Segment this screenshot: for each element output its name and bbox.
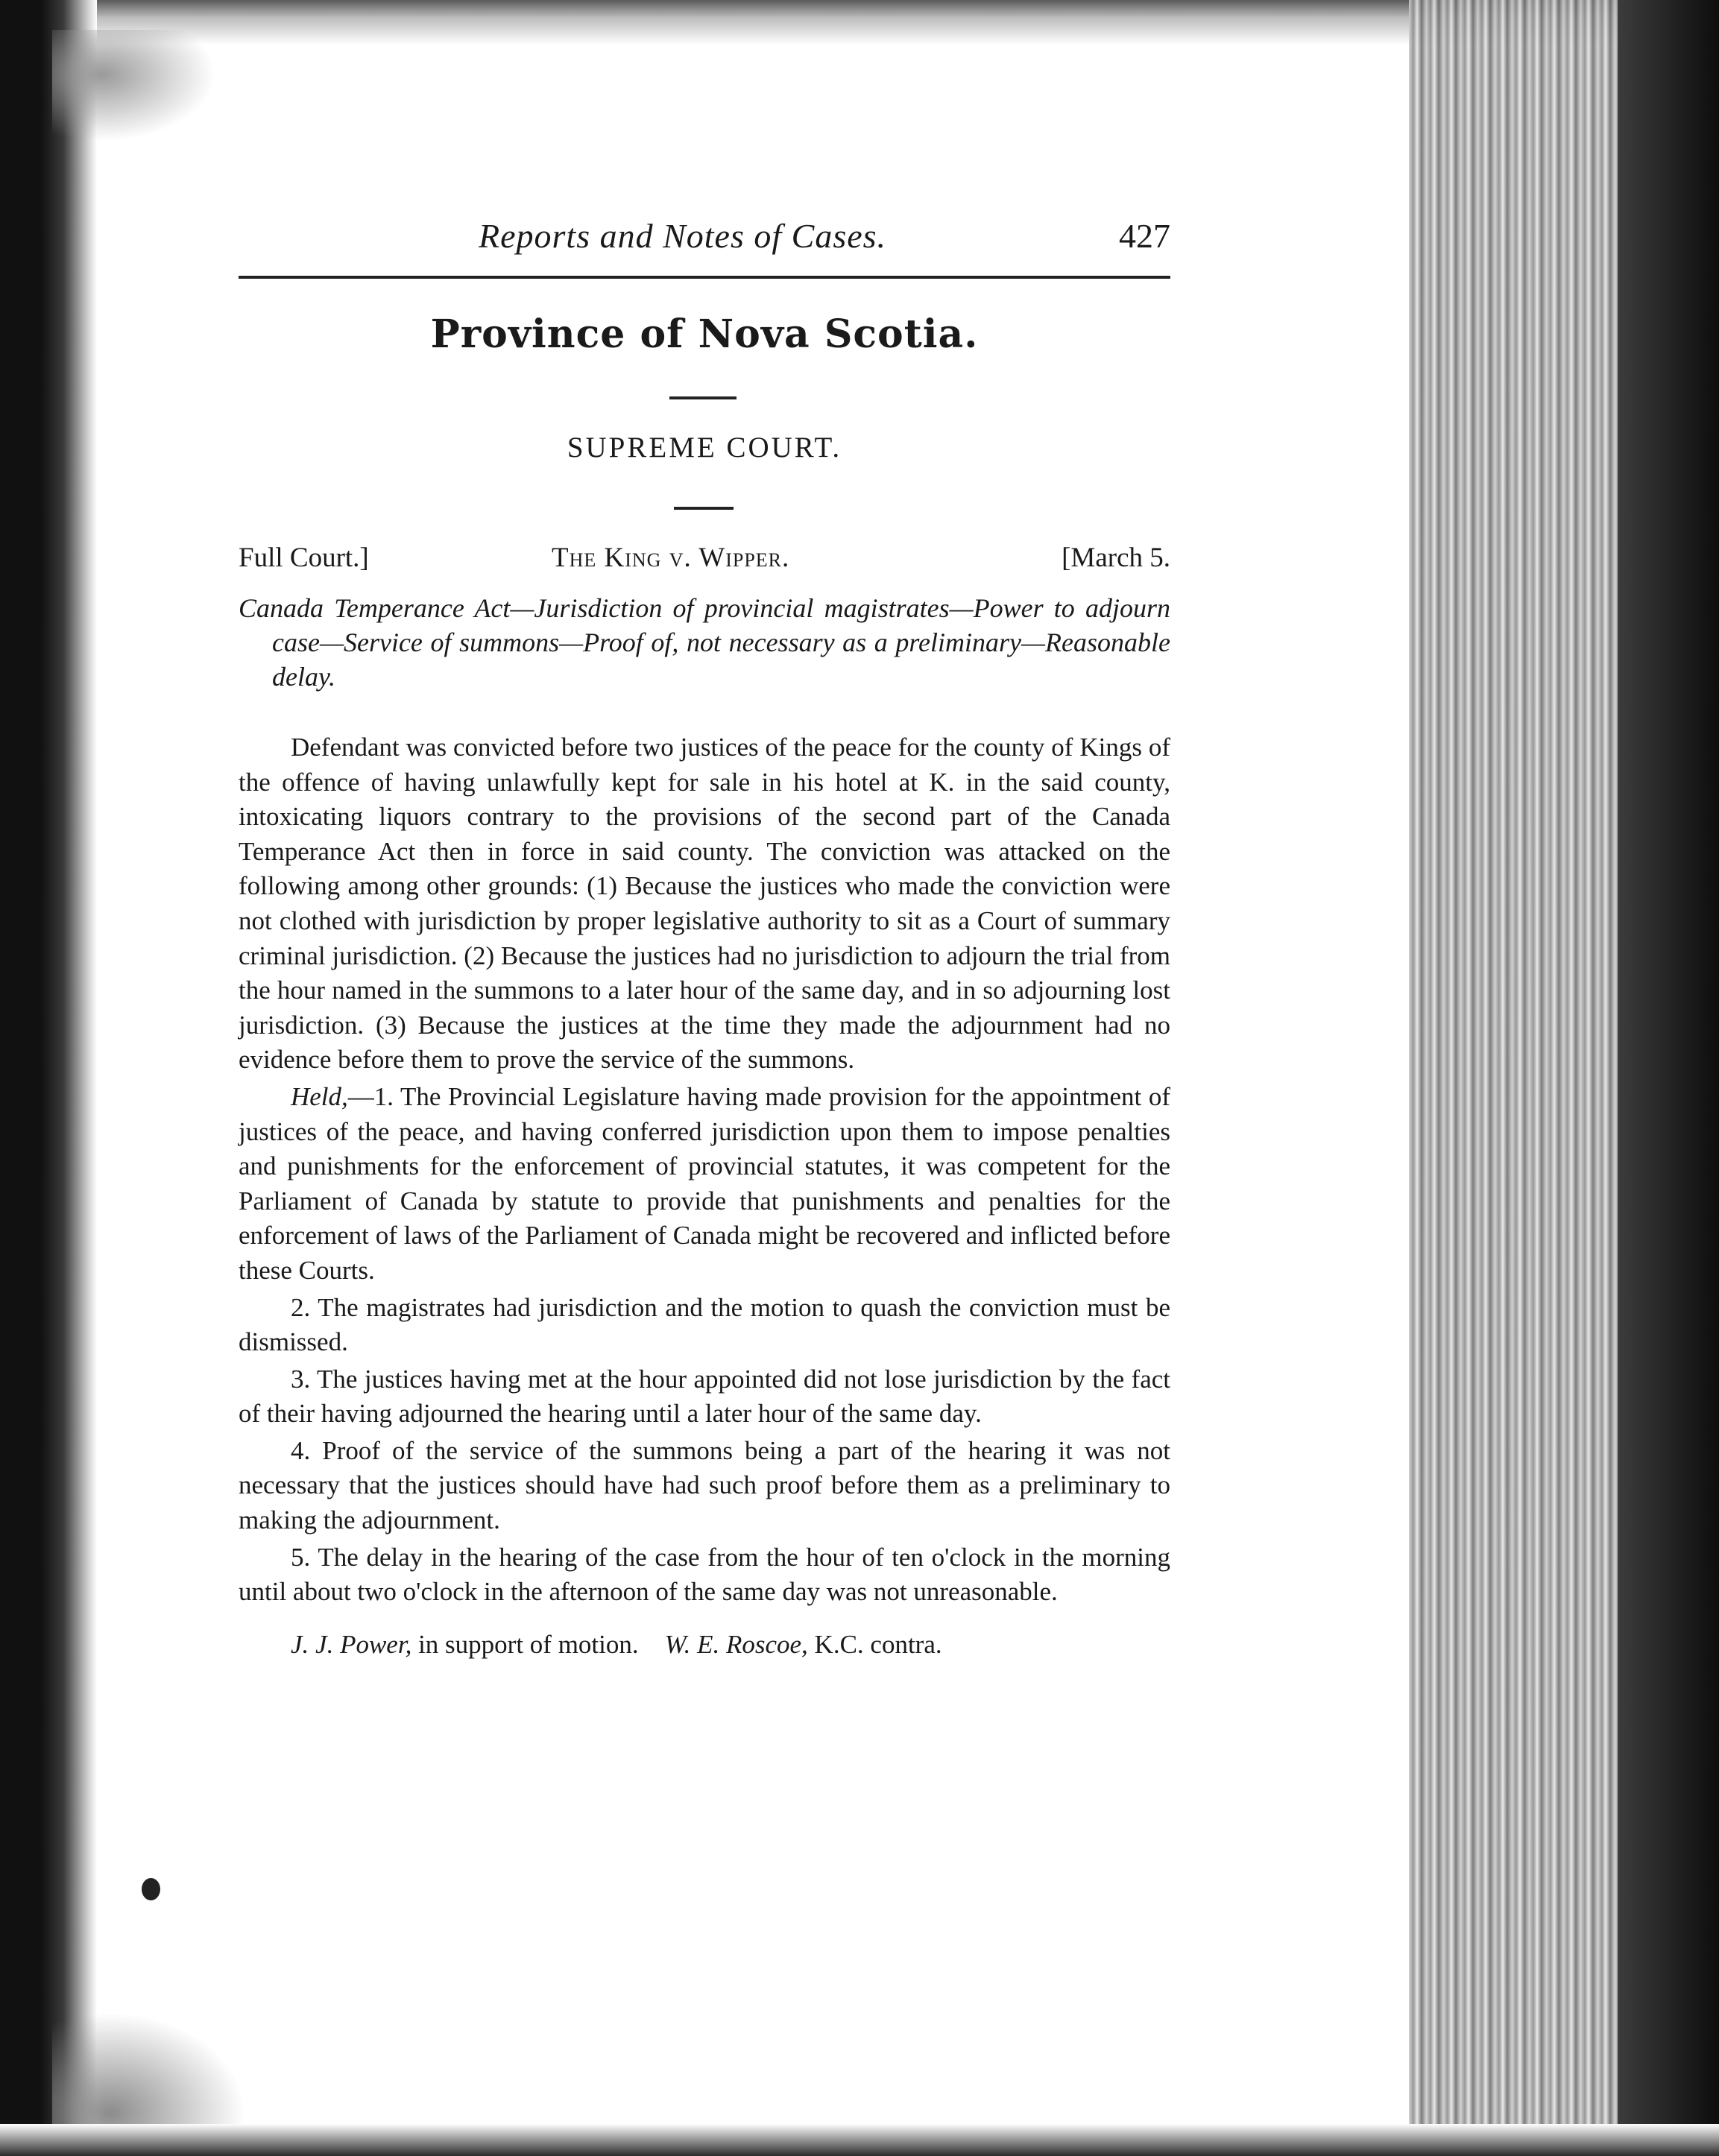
header-rule — [239, 276, 1170, 279]
running-title: Reports and Notes of Cases. — [479, 217, 887, 255]
case-parties: The King v. Wipper. — [552, 543, 790, 573]
case-date: [March 5. — [1062, 543, 1170, 573]
book-page — [239, 0, 1170, 2156]
scan-blot — [142, 1878, 160, 1900]
case-body — [239, 730, 1170, 1664]
held-label: Held, — [291, 1081, 348, 1111]
catchwords: Canada Temperance Act—Jurisdiction of provincial magistrates—Power to adjourn case—Service of summons—Proof of, not necessary as a preliminary—Reasonable delay. — [239, 593, 1170, 692]
held-point: —1. The Provincial Legislature having made provision for the appointment of justices of the peace, and having conferred jurisdiction upon them to impose penalties and punishments for the enforcement of provincial statutes, it was competent for the Parliament of Canada by statute to provide that punishments and penalties for the enforcement of laws of the Parliament of Canada might be recovered and inflicted before these Courts. — [239, 1081, 1170, 1285]
divider — [674, 507, 734, 510]
divider — [669, 396, 737, 399]
counsel-contra: W. E. Roscoe, — [664, 1629, 808, 1659]
bench: Full Court.] — [239, 543, 369, 573]
counsel-for-motion: J. J. Power, — [291, 1629, 412, 1659]
facts-paragraph: Defendant was convicted before two justices of the peace for the county of Kings of the offence of having unlawfully kept for sale in his hotel at K. in the said county, intoxicating liquors contrary to the provisions of the second part of the Canada Temperance Act then in force in said county. The conviction was attacked on the following among other grounds: (1) Because the justices who made the conviction were not clothed with jurisdiction by proper legislative authority to sit as a Court of summary criminal jurisdiction. (2) Because the justices had no jurisdiction to adjourn the trial from the hour named in the summons to a later hour of the same day, and in so adjourning lost jurisdiction. (3) Because the justices at the time they made the adjournment had no evidence before them to prove the service of the summons. — [239, 733, 1170, 1075]
held-paragraph-3: 3. The justices having met at the hour appointed did not lose jurisdiction by the fact of their having adjourned the hearing until a later hour of the same day. — [239, 1364, 1170, 1429]
held-paragraph-1 — [239, 1080, 1170, 1289]
held-paragraph-2: 2. The magistrates had jurisdiction and the motion to quash the conviction must be dismissed. — [239, 1292, 1170, 1357]
counsel-contra-role: K.C. contra. — [807, 1629, 942, 1659]
scan-page-curl — [52, 30, 216, 142]
case-line — [239, 542, 1170, 579]
held-paragraph-4: 4. Proof of the service of the summons being a part of the hearing it was not necessary that the justices should have had such proof before them as a preliminary to making the adjournment. — [239, 1435, 1170, 1535]
scan-right-shadow — [1618, 0, 1719, 2156]
section-title: Province of Nova Scotia. — [430, 312, 979, 357]
court-heading: SUPREME COURT. — [567, 431, 842, 464]
page-number: 427 — [1119, 217, 1170, 255]
running-header — [239, 216, 1170, 261]
scan-left-binding — [0, 0, 97, 2156]
held-paragraph-5: 5. The delay in the hearing of the case from the hour of ten o'clock in the morning until about two o'clock in the afternoon of the same day was not unreasonable. — [239, 1542, 1170, 1607]
counsel-for-motion-role: in support of motion. — [411, 1629, 639, 1659]
counsel-line — [239, 1628, 1170, 1663]
